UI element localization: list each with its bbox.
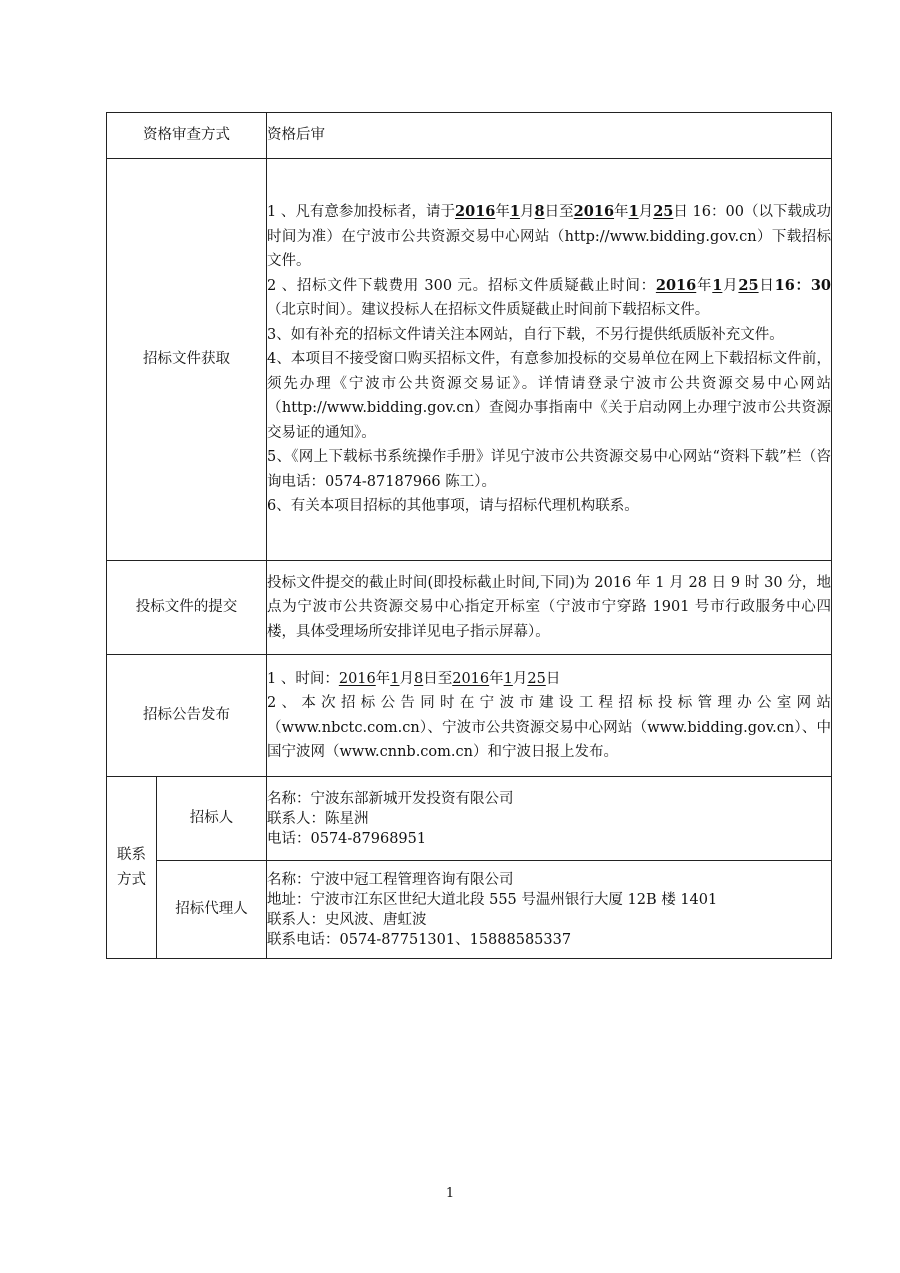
tender-docs-item-4: 4、本项目不接受窗口购买招标文件，有意参加投标的交易单位在网上下载招标文件前，须先办理《宁波市公共资源交易证》。详情请登录宁波市公共资源交易中心网站（http://www.bidding.gov.cn）查阅办事指南中《关于启动网上办理宁波市公共资源交易证的通知》。	[267, 351, 831, 441]
agent-phone: 联系电话：0574-87751301、15888585337	[267, 931, 572, 948]
tender-docs-item-3: 3、如有补充的招标文件请关注本网站，自行下载，不另行提供纸质版补充文件。	[267, 326, 784, 343]
tenderer-phone: 电话：0574-87968951	[267, 830, 427, 847]
announcement-item-2: 2、本次招标公告同时在宁波市建设工程招标投标管理办公室网站（www.nbctc.com.cn）、宁波市公共资源交易中心网站（www.bidding.gov.cn）、中国宁波网（www.cnnb.com.cn）和宁波日报上发布。	[267, 695, 831, 760]
row-submission	[107, 561, 832, 655]
agent-address: 地址：宁波市江东区世纪大道北段 555 号温州银行大厦 12B 楼 1401	[267, 891, 718, 908]
tender-info-table	[106, 112, 832, 959]
tender-docs-item-1: 1 、凡有意参加投标者，请于2016年1月8日至2016年1月25日 16：00（以下载成功时间为准）在宁波市公共资源交易中心网站（http://www.bidding.gov.cn）下载招标文件。	[267, 203, 832, 270]
qualification-value: 资格后审	[267, 113, 832, 159]
tenderer-info	[267, 777, 832, 861]
row-announcement	[107, 655, 832, 777]
announcement-item-1: 1 、时间：2016年1月8日至2016年1月25日	[267, 670, 561, 687]
agent-person: 联系人：史风波、唐虹波	[267, 911, 427, 928]
tenderer-label: 招标人	[157, 777, 267, 861]
row-contact-agent	[107, 861, 832, 959]
row-tender-docs	[107, 159, 832, 561]
announcement-label: 招标公告发布	[107, 655, 267, 777]
tender-docs-content	[267, 159, 832, 561]
page-number: 1	[445, 1186, 455, 1201]
row-contact-tenderer	[107, 777, 832, 861]
submission-label: 投标文件的提交	[107, 561, 267, 655]
tender-docs-item-6: 6、有关本项目招标的其他事项，请与招标代理机构联系。	[267, 498, 639, 515]
submission-text: 投标文件提交的截止时间(即投标截止时间,下同)为 2016 年 1 月 28 日 9 时 30 分，地点为宁波市公共资源交易中心指定开标室（宁波市宁穿路 1901 号市行政服务中心四楼，具体受理场所安排详见电子指示屏幕）。	[267, 561, 832, 655]
row-qualification	[107, 113, 832, 159]
agent-name: 名称：宁波中冠工程管理咨询有限公司	[267, 871, 514, 888]
tender-docs-item-2: 2 、招标文件下载费用 300 元。招标文件质疑截止时间：2016年1月25日16：30（北京时间）。建议投标人在招标文件质疑截止时间前下载招标文件。	[267, 276, 831, 319]
tenderer-person: 联系人：陈星洲	[267, 810, 369, 827]
qualification-label: 资格审查方式	[107, 113, 267, 159]
tenderer-name: 名称：宁波东部新城开发投资有限公司	[267, 790, 514, 807]
contact-label: 联系 方式	[107, 777, 157, 959]
tender-docs-label: 招标文件获取	[107, 159, 267, 561]
agent-info	[267, 861, 832, 959]
announcement-content	[267, 655, 832, 777]
tender-docs-item-5: 5、《网上下载标书系统操作手册》详见宁波市公共资源交易中心网站“资料下载”栏（咨询电话：0574-87187966 陈工）。	[267, 449, 831, 490]
agent-label: 招标代理人	[157, 861, 267, 959]
